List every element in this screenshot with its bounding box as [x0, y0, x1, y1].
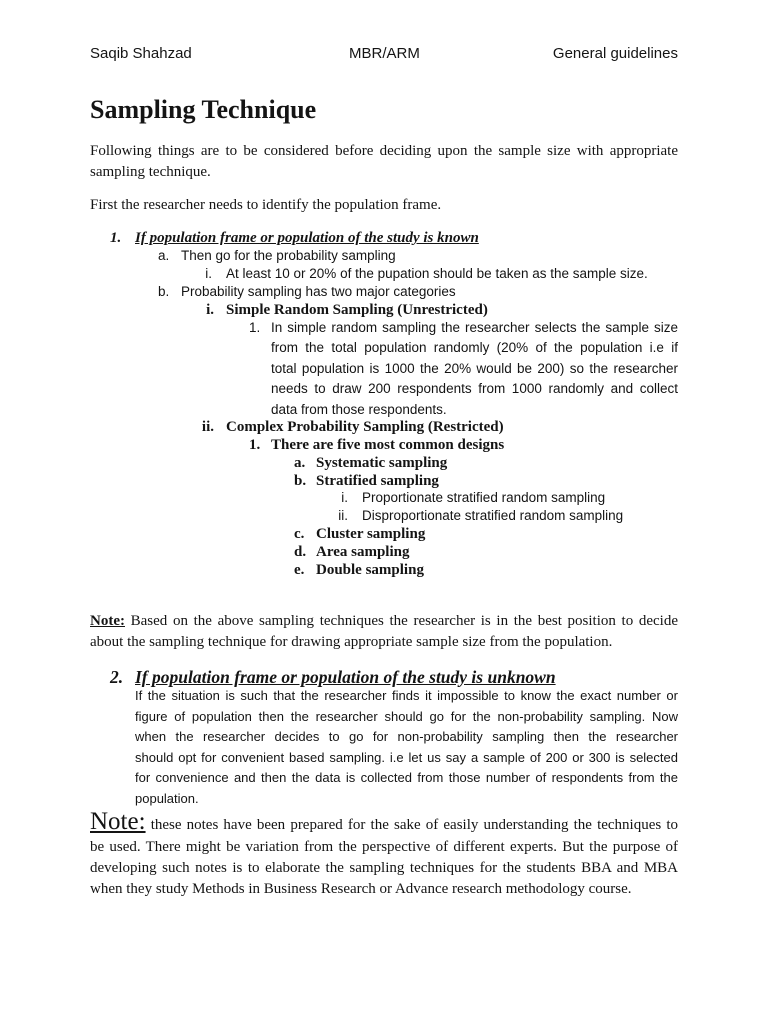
design-item: Area sampling — [316, 544, 410, 560]
paragraph-line: sampling technique. — [90, 164, 211, 180]
header-course: MBR/ARM — [349, 45, 420, 62]
list-marker: 1. — [249, 437, 261, 453]
section-heading: If population frame or population of the study is known — [135, 230, 479, 246]
paragraph-line — [90, 808, 678, 839]
list-item-text: There are five most common designs — [271, 437, 505, 453]
paragraph-line: total population is 1000 the 20% would be 200) so the researcher — [271, 361, 678, 376]
note-text: these notes have been prepared for the sake of easily understanding the techniques to — [150, 817, 679, 833]
list-marker: i. — [341, 490, 348, 505]
paragraph-line: Following things are to be considered before deciding upon the sample size with appropriate — [90, 143, 678, 159]
list-marker: ii. — [201, 419, 214, 435]
list-item-text: Then go for the probability sampling — [181, 248, 396, 263]
paragraph-line: should opt for convenient based sampling. i.e let us say a sample of 200 or 300 is selected — [135, 750, 678, 765]
section-heading: If population frame or population of the study is unknown — [135, 667, 556, 687]
paragraph-line — [90, 612, 678, 630]
list-marker: 1. — [249, 320, 261, 335]
list-marker: i. — [206, 302, 214, 318]
paragraph-line: needs to draw 200 respondents from 1000 randomly and collect — [271, 381, 678, 396]
list-marker: c. — [294, 526, 305, 542]
first-step-text: First the researcher needs to identify the population frame. — [90, 197, 442, 213]
list-item-text: At least 10 or 20% of the pupation should be taken as the sample size. — [226, 266, 648, 281]
list-marker: e. — [294, 562, 305, 578]
paragraph-line: when they study Methods in Business Research or Advance research methodology course. — [90, 881, 632, 897]
paragraph-line: for convenience and then the data is collected from those number of respondents from the — [135, 770, 678, 785]
paragraph-line: from the total population randomly (20% of the population i.e if — [271, 340, 678, 355]
paragraph-line: If the situation is such that the researcher finds it impossible to know the exact number or — [135, 688, 678, 703]
list-marker: b. — [294, 473, 307, 489]
list-marker: b. — [158, 284, 170, 299]
category-title: Complex Probability Sampling (Restricted) — [226, 419, 504, 435]
header-author: Saqib Shahzad — [90, 45, 192, 62]
list-marker: d. — [294, 544, 307, 560]
note-label: Note: — [90, 613, 125, 629]
category-title: Simple Random Sampling (Unrestricted) — [226, 302, 488, 318]
section-number: 1. — [110, 230, 122, 246]
paragraph-line: when the researcher decides to go for non-probability sampling then the researcher — [135, 729, 678, 744]
paragraph-line: about the sampling technique for drawing appropriate sample size from the population. — [90, 634, 613, 650]
page-title: Sampling Technique — [90, 95, 317, 124]
list-marker: a. — [294, 455, 306, 471]
paragraph-line: In simple random sampling the researcher selects the sample size — [271, 320, 678, 335]
paragraph-line: population. — [135, 791, 199, 806]
paragraph-line: figure of population then the researcher should go for the non-probability sampling. Now — [135, 709, 678, 724]
list-item-text: Disproportionate stratified random sampling — [362, 508, 624, 523]
section-number: 2. — [110, 667, 124, 687]
design-item: Stratified sampling — [316, 473, 439, 489]
list-marker: a. — [158, 248, 170, 263]
header-topic: General guidelines — [552, 45, 678, 62]
design-item: Cluster sampling — [316, 526, 426, 542]
paragraph-line: developing such notes is to elaborate the sampling techniques for the students BBA and MBA — [90, 860, 678, 876]
paragraph-line: be used. There might be variation from the perspective of different experts. But the purpose of — [90, 839, 678, 855]
design-item: Double sampling — [316, 562, 424, 578]
list-item-text: Probability sampling has two major categories — [181, 284, 456, 299]
list-item-text: Proportionate stratified random sampling — [362, 490, 606, 505]
note-text: Based on the above sampling techniques the researcher is in the best position to decide — [130, 613, 678, 629]
paragraph-line: data from those respondents. — [271, 402, 447, 417]
note-label: Note: — [90, 808, 146, 835]
list-marker: ii. — [338, 508, 348, 523]
list-marker: i. — [205, 266, 212, 281]
design-item: Systematic sampling — [316, 455, 448, 471]
